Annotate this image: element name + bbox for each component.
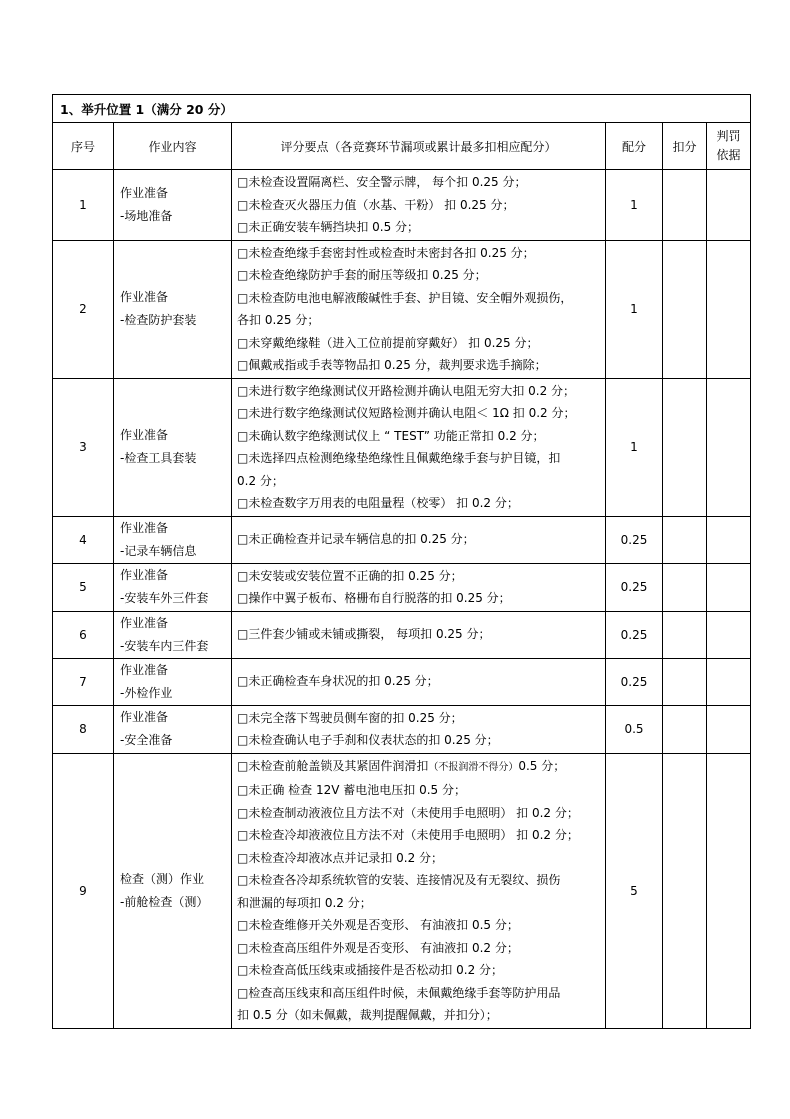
point-line: □未检查确认电子手刹和仪表状态的扣 0.25 分；: [237, 733, 499, 747]
row-score: 1: [606, 378, 663, 516]
row-task: [114, 563, 232, 611]
table-row: [53, 516, 751, 563]
point-line: □未检查各冷却系统软管的安装、连接情况及有无裂纹、损伤: [237, 873, 561, 887]
row-judge[interactable]: [707, 170, 751, 241]
row-points: [232, 378, 606, 516]
row-score: 0.25: [606, 658, 663, 705]
header-row: [53, 123, 751, 170]
point-line: □未检查高压组件外观是否变形、 有油液扣 0.2 分；: [237, 940, 519, 955]
header-judge-line1: 判罚: [716, 129, 741, 143]
section-title: 1、举升位置 1（满分 20 分）: [53, 95, 751, 123]
row-judge[interactable]: [707, 516, 751, 563]
point-line: □未正确安装车辆挡块扣 0.5 分；: [237, 220, 420, 234]
row-no: 3: [53, 378, 114, 516]
point-line: 和泄漏的每项扣 0.2 分；: [237, 895, 372, 910]
row-task: [114, 658, 232, 705]
row-points: [232, 240, 606, 378]
point-line: 扣 0.5 分（如未佩戴，裁判提醒佩戴，并扣分）；: [237, 1008, 498, 1022]
row-task: [114, 705, 232, 753]
row-no: 1: [53, 170, 114, 241]
point-line: □未正确检查车身状况的扣 0.25 分；: [237, 674, 439, 689]
point-line: □检查高压线束和高压组件时候，未佩戴绝缘手套等防护用品: [237, 985, 561, 1000]
row-judge[interactable]: [707, 753, 751, 1028]
task-line: -安全准备: [120, 733, 173, 747]
point-line: □未进行数字绝缘测试仪开路检测并确认电阻无穷大扣 0.2 分；: [237, 383, 576, 398]
point-text: □未检查前舱盖锁及其紧固件润滑扣: [237, 758, 429, 773]
task-line: -外检作业: [120, 685, 173, 700]
row-points: [232, 170, 606, 241]
row-points: [232, 658, 606, 705]
header-judge-line2: 依据: [716, 148, 741, 162]
table-row: [53, 378, 751, 516]
point-line: □未选择四点检测绝缘垫绝缘性且佩戴绝缘手套与护目镜，扣: [237, 451, 561, 465]
task-line: 作业准备: [120, 290, 169, 304]
point-line: □未检查冷却液冰点并记录扣 0.2 分；: [237, 850, 444, 865]
task-line: 作业准备: [120, 185, 169, 200]
row-no: 8: [53, 705, 114, 753]
row-score: 0.25: [606, 516, 663, 563]
task-line: 作业准备: [120, 520, 169, 535]
table-row: [53, 240, 751, 378]
task-line: -检查工具套装: [120, 451, 197, 465]
point-line: □未检查设置隔离栏、安全警示牌， 每个扣 0.25 分；: [237, 175, 527, 189]
table-row: [53, 705, 751, 753]
table-row: [53, 563, 751, 611]
point-line: □未检查维修开关外观是否变形、 有油液扣 0.5 分；: [237, 918, 519, 932]
point-line: □未进行数字绝缘测试仪短路检测并确认电阻＜ 1Ω 扣 0.2 分；: [237, 406, 576, 420]
point-line: 0.2 分；: [237, 473, 284, 488]
header-deduct: 扣分: [663, 123, 707, 170]
row-task: [114, 516, 232, 563]
point-line: □未检查高低压线束或插接件是否松动扣 0.2 分；: [237, 963, 504, 977]
row-no: 6: [53, 611, 114, 658]
task-line: -场地准备: [120, 208, 173, 223]
point-line: □未检查绝缘防护手套的耐压等级扣 0.25 分；: [237, 268, 487, 282]
header-judge: [707, 123, 751, 170]
point-line: □佩戴戒指或手表等物品扣 0.25 分，裁判要求选手摘除；: [237, 358, 547, 372]
row-points: [232, 563, 606, 611]
point-note: （不报润滑不得分）: [428, 761, 519, 773]
point-line: □未检查绝缘手套密封性或检查时未密封各扣 0.25 分；: [237, 245, 535, 260]
row-points: [232, 753, 606, 1028]
point-line: □未检查冷却液液位且方法不对（未使用手电照明） 扣 0.2 分；: [237, 828, 579, 842]
point-line: 各扣 0.25 分；: [237, 313, 320, 327]
point-line: □未检查制动液液位且方法不对（未使用手电照明） 扣 0.2 分；: [237, 805, 579, 820]
point-line: □未安装或安装位置不正确的扣 0.25 分；: [237, 568, 463, 583]
row-task: [114, 753, 232, 1028]
row-judge[interactable]: [707, 705, 751, 753]
point-text: 0.5 分；: [518, 758, 566, 773]
header-task: 作业内容: [114, 123, 232, 170]
row-judge[interactable]: [707, 240, 751, 378]
row-deduct[interactable]: [663, 563, 707, 611]
row-deduct[interactable]: [663, 611, 707, 658]
row-deduct[interactable]: [663, 170, 707, 241]
row-judge[interactable]: [707, 563, 751, 611]
task-line: 作业准备: [120, 428, 169, 442]
scoring-table: [52, 94, 751, 1029]
row-points: [232, 705, 606, 753]
table-row: [53, 170, 751, 241]
point-line: [237, 755, 601, 780]
point-line: □操作中翼子板布、格栅布自行脱落的扣 0.25 分；: [237, 591, 511, 605]
point-line: □未正确检查并记录车辆信息的扣 0.25 分；: [237, 532, 475, 547]
row-no: 4: [53, 516, 114, 563]
row-task: [114, 378, 232, 516]
row-judge[interactable]: [707, 378, 751, 516]
row-no: 5: [53, 563, 114, 611]
task-line: 作业准备: [120, 568, 169, 582]
row-score: 0.5: [606, 705, 663, 753]
row-deduct[interactable]: [663, 378, 707, 516]
point-line: □未检查防电池电解液酸碱性手套、护目镜、安全帽外观损伤，: [237, 290, 573, 305]
row-judge[interactable]: [707, 611, 751, 658]
task-line: -安装车内三件套: [120, 638, 209, 653]
task-line: 作业准备: [120, 615, 169, 630]
row-no: 7: [53, 658, 114, 705]
row-deduct[interactable]: [663, 753, 707, 1028]
row-points: [232, 611, 606, 658]
row-deduct[interactable]: [663, 705, 707, 753]
point-line: □未检查灭火器压力值（水基、干粉） 扣 0.25 分；: [237, 197, 515, 212]
row-deduct[interactable]: [663, 240, 707, 378]
task-line: 作业准备: [120, 662, 169, 677]
point-line: □未完全落下驾驶员侧车窗的扣 0.25 分；: [237, 710, 463, 725]
row-score: 1: [606, 170, 663, 241]
point-line: □未确认数字绝缘测试仪上 “ TEST” 功能正常扣 0.2 分；: [237, 428, 545, 443]
task-line: 检查（测）作业: [120, 871, 205, 886]
point-line: □未检查数字万用表的电阻量程（校零） 扣 0.2 分；: [237, 496, 519, 510]
row-score: 5: [606, 753, 663, 1028]
point-line: □未穿戴绝缘鞋（进入工位前提前穿戴好） 扣 0.25 分；: [237, 335, 539, 350]
task-line: -记录车辆信息: [120, 543, 197, 558]
header-no: 序号: [53, 123, 114, 170]
row-task: [114, 240, 232, 378]
point-line: □三件套少铺或未铺或撕裂， 每项扣 0.25 分；: [237, 627, 491, 642]
header-points: 评分要点（各竞赛环节漏项或累计最多扣相应配分）: [232, 123, 606, 170]
row-no: 9: [53, 753, 114, 1028]
task-line: -检查防护套装: [120, 313, 197, 327]
row-score: 0.25: [606, 611, 663, 658]
table-row: [53, 753, 751, 1028]
row-task: [114, 611, 232, 658]
table-row: [53, 611, 751, 658]
row-task: [114, 170, 232, 241]
row-no: 2: [53, 240, 114, 378]
task-line: 作业准备: [120, 710, 169, 724]
row-deduct[interactable]: [663, 516, 707, 563]
header-score: 配分: [606, 123, 663, 170]
row-judge[interactable]: [707, 658, 751, 705]
row-score: 0.25: [606, 563, 663, 611]
row-deduct[interactable]: [663, 658, 707, 705]
task-line: -前舱检查（测）: [120, 894, 209, 909]
row-points: [232, 516, 606, 563]
table-row: [53, 658, 751, 705]
point-line: □未正确 检查 12V 蓄电池电压扣 0.5 分；: [237, 783, 466, 797]
row-score: 1: [606, 240, 663, 378]
task-line: -安装车外三件套: [120, 591, 209, 605]
